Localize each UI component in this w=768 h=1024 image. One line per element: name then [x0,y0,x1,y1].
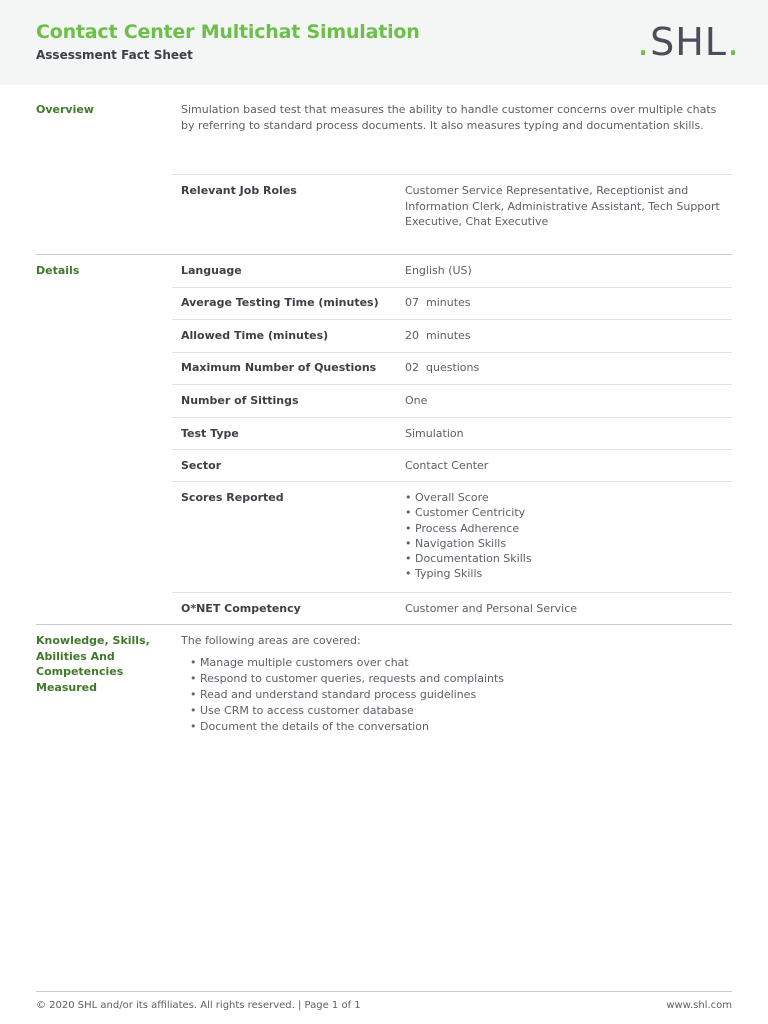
detail-value-sittings: One [405,394,428,407]
divider [172,449,732,450]
list-item: • Manage multiple customers over chat [190,655,504,671]
list-item: • Read and understand standard process guidelines [190,687,504,703]
detail-field-test-type: Test Type [181,427,239,440]
detail-field-sittings: Number of Sittings [181,394,299,407]
detail-field-allowed-time: Allowed Time (minutes) [181,329,329,342]
shl-logo [637,20,740,64]
ksa-label: Knowledge, Skills, Abilities And Competencies Measured [36,634,150,694]
detail-value-sector: Contact Center [405,459,489,472]
list-item: • Process Adherence [405,521,532,536]
scores-reported-label: Scores Reported [181,491,284,504]
footer-copyright: © 2020 SHL and/or its affiliates. All rights reserved. | Page 1 of 1 [36,1000,361,1011]
detail-field-sector: Sector [181,459,222,472]
divider [172,319,732,320]
overview-label: Overview [36,103,94,116]
list-item: • Documentation Skills [405,551,532,566]
detail-field-language: Language [181,264,242,277]
detail-field-avg-time: Average Testing Time (minutes) [181,296,379,309]
list-item: • Use CRM to access customer database [190,703,504,719]
ksa-list [190,655,504,735]
divider [172,481,732,482]
divider [172,174,732,175]
logo-dot-start: . [637,20,651,64]
list-item: • Navigation Skills [405,536,532,551]
logo-dot-end: . [726,20,741,64]
detail-value-avg-time: 07 minutes [405,296,471,309]
page-header [0,0,768,85]
page-subtitle: Assessment Fact Sheet [36,48,193,62]
overview-description: Simulation based test that measures the ability to handle customer concerns over multiple chats by referring to standard process documents. It also measures typing and documentation skills. [181,103,717,132]
detail-value-max-questions: 02 questions [405,361,480,374]
details-label: Details [36,264,80,277]
list-item: • Document the details of the conversation [190,719,504,735]
scores-reported-list [405,490,532,582]
onet-competency-label: O*NET Competency [181,602,301,615]
detail-value-test-type: Simulation [405,427,464,440]
section-divider [36,254,732,255]
job-roles-value: Customer Service Representative, Receptionist and Information Clerk, Administrative Assistant, Tech Support Executive, Chat Executive [405,184,720,228]
page-title: Contact Center Multichat Simulation [36,21,420,43]
detail-value-language: English (US) [405,264,472,277]
job-roles-label: Relevant Job Roles [181,184,297,197]
divider [172,592,732,593]
divider [172,352,732,353]
footer-divider [36,991,732,992]
list-item: • Overall Score [405,490,532,505]
list-item: • Customer Centricity [405,505,532,520]
detail-field-max-questions: Maximum Number of Questions [181,361,377,374]
list-item: • Typing Skills [405,566,532,581]
divider [172,384,732,385]
detail-value-allowed-time: 20 minutes [405,329,471,342]
section-divider [36,624,732,625]
footer-website-link[interactable]: www.shl.com [666,1000,732,1011]
list-item: • Respond to customer queries, requests and complaints [190,671,504,687]
divider [172,417,732,418]
ksa-intro: The following areas are covered: [181,634,361,647]
divider [172,287,732,288]
logo-text: SHL [650,20,727,64]
onet-competency-value: Customer and Personal Service [405,602,578,615]
